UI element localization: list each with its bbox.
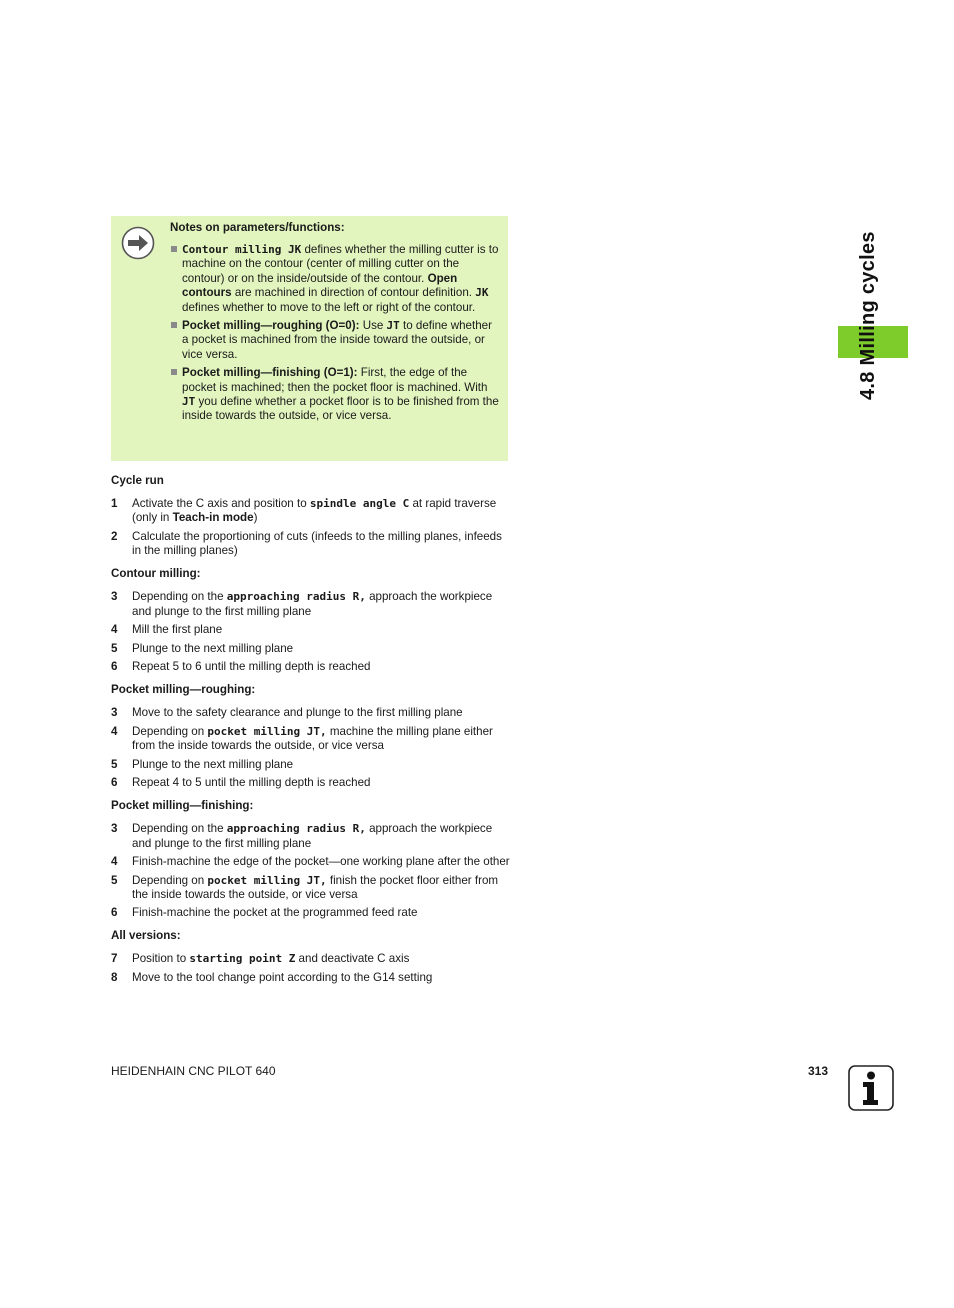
note-text-text-3: you define whether a pocket floor is to be finished from the inside towards the outside, or vice versa. — [182, 395, 499, 423]
step-number: 6 — [111, 776, 118, 790]
note-list — [170, 243, 500, 428]
bullet-icon — [171, 369, 177, 375]
step-text-text-0: Activate the C axis and position to — [132, 497, 310, 510]
step-number: 4 — [111, 724, 118, 738]
step-item — [111, 971, 511, 985]
step-text-mono-1: spindle angle C — [309, 497, 410, 510]
step-text-text-2: machine the milling plane either from the inside towards the outside, or vice versa — [132, 724, 493, 753]
note-title: Notes on parameters/functions: — [170, 221, 345, 234]
step-number: 4 — [111, 623, 118, 637]
section-heading: Pocket milling—roughing: — [111, 683, 256, 697]
step-text-mono-1: pocket milling JT, — [207, 873, 327, 887]
step-number: 8 — [111, 970, 118, 984]
step-item — [111, 776, 511, 790]
step-text-text-4: ) — [253, 511, 258, 525]
bullet-icon — [171, 322, 177, 328]
step-item — [111, 706, 511, 720]
step-item — [111, 874, 511, 903]
step-text-text-0: Depending on — [132, 724, 208, 738]
step-text-text-0: Repeat 4 to 5 until the milling depth is reached — [132, 776, 371, 790]
step-text-mono-1: approaching radius R, — [226, 822, 366, 836]
step-text-text-2: approach the workpiece and plunge to the first milling plane — [132, 822, 493, 850]
step-list — [111, 822, 511, 921]
step-text-mono-1: starting point Z — [189, 952, 296, 966]
note-text-bold-0: Pocket milling—roughing (O=0): — [182, 319, 360, 333]
bullet-icon — [171, 246, 177, 252]
step-text-text-0: Plunge to the next milling plane — [132, 757, 294, 771]
note-text-text-1: Use — [359, 319, 387, 333]
step-text-text-0: Depending on the — [132, 590, 227, 604]
section-heading: Contour milling: — [111, 567, 201, 581]
step-item — [111, 642, 511, 656]
arrow-right-icon — [121, 226, 155, 260]
note-box — [111, 216, 508, 461]
step-number: 4 — [111, 855, 118, 869]
step-number: 3 — [111, 822, 118, 836]
note-text-text-5: defines whether to move to the left or right of the contour. — [182, 300, 476, 314]
step-text-text-0: Move to the safety clearance and plunge to the first milling plane — [132, 706, 463, 720]
step-item — [111, 952, 511, 966]
step-text-text-0: Depending on the — [132, 822, 227, 836]
step-number: 6 — [111, 906, 118, 920]
step-list — [111, 706, 511, 790]
step-list — [111, 590, 511, 674]
step-item — [111, 660, 511, 674]
section-heading: Pocket milling—finishing: — [111, 799, 254, 813]
step-text-text-0: Plunge to the next milling plane — [132, 641, 294, 655]
step-text-bold-3: Teach-in mode — [172, 511, 254, 525]
step-text-text-0: Finish-machine the edge of the pocket—one working plane after the other — [132, 855, 510, 869]
step-item — [111, 725, 511, 754]
step-number: 5 — [111, 757, 118, 771]
step-list — [111, 497, 511, 559]
note-text-bold-2: Open contours — [182, 271, 458, 300]
note-text-bold-0: Pocket milling—finishing (O=1): — [182, 366, 358, 380]
main-content — [111, 474, 511, 985]
step-item — [111, 855, 511, 869]
step-text-text-0: Calculate the proportioning of cuts (infeeds to the milling planes, infeeds in the milling planes) — [132, 529, 502, 558]
step-item — [111, 906, 511, 920]
step-item — [111, 497, 511, 526]
note-text-mono-4: JK — [475, 286, 489, 300]
step-text-text-0: Repeat 5 to 6 until the milling depth is reached — [132, 660, 371, 674]
section-heading: Cycle run — [111, 474, 164, 487]
step-number: 3 — [111, 706, 118, 720]
step-text-mono-1: approaching radius R, — [226, 590, 366, 604]
step-text-text-0: Position to — [132, 952, 190, 966]
step-number: 5 — [111, 873, 118, 887]
note-text-text-1: defines whether the milling cutter is to machine on the contour (center of milling cutter on the contour) or on the inside/outside of the contour. — [182, 243, 499, 285]
step-item — [111, 623, 511, 637]
step-text-text-0: Mill the first plane — [132, 623, 223, 637]
note-text-text-3: to define whether a pocket is machined from the inside toward the outside, or vice versa. — [182, 319, 492, 361]
step-text-text-2: at rapid traverse (only in — [132, 497, 497, 525]
step-text-text-2: and deactivate C axis — [295, 952, 410, 966]
step-item — [111, 590, 511, 619]
step-number: 2 — [111, 529, 118, 543]
chapter-title: 4.8 Milling cycles — [857, 231, 879, 400]
step-item — [111, 530, 511, 559]
step-text-mono-1: pocket milling JT, — [207, 724, 327, 738]
step-text-text-2: finish the pocket floor either from the inside towards the outside, or vice versa — [132, 873, 499, 901]
step-item — [111, 758, 511, 772]
step-number: 5 — [111, 641, 118, 655]
note-text-text-3: are machined in direction of contour definition. — [231, 286, 476, 300]
note-text-mono-2: JT — [386, 319, 400, 333]
step-number: 6 — [111, 660, 118, 674]
step-list — [111, 952, 511, 985]
note-item — [170, 319, 500, 362]
step-text-text-0: Finish-machine the pocket at the programmed feed rate — [132, 906, 418, 920]
info-icon — [848, 1065, 894, 1111]
note-text-mono-0: Contour milling JK — [182, 243, 302, 256]
step-text-text-0: Move to the tool change point according to the G14 setting — [132, 970, 433, 984]
step-text-text-2: approach the workpiece and plunge to the first milling plane — [132, 590, 493, 618]
step-number: 1 — [111, 497, 118, 510]
step-text-text-0: Depending on — [132, 873, 208, 887]
note-text-mono-2: JT — [182, 395, 196, 409]
page-number: 313 — [808, 1064, 829, 1078]
step-number: 3 — [111, 590, 118, 604]
note-item — [170, 243, 500, 315]
step-number: 7 — [111, 952, 118, 966]
note-item — [170, 366, 500, 424]
step-item — [111, 822, 511, 851]
note-text-text-1: First, the edge of the pocket is machined; then the pocket floor is machined. With — [182, 366, 488, 394]
section-heading: All versions: — [111, 929, 181, 943]
footer-product: HEIDENHAIN CNC PILOT 640 — [111, 1064, 276, 1078]
